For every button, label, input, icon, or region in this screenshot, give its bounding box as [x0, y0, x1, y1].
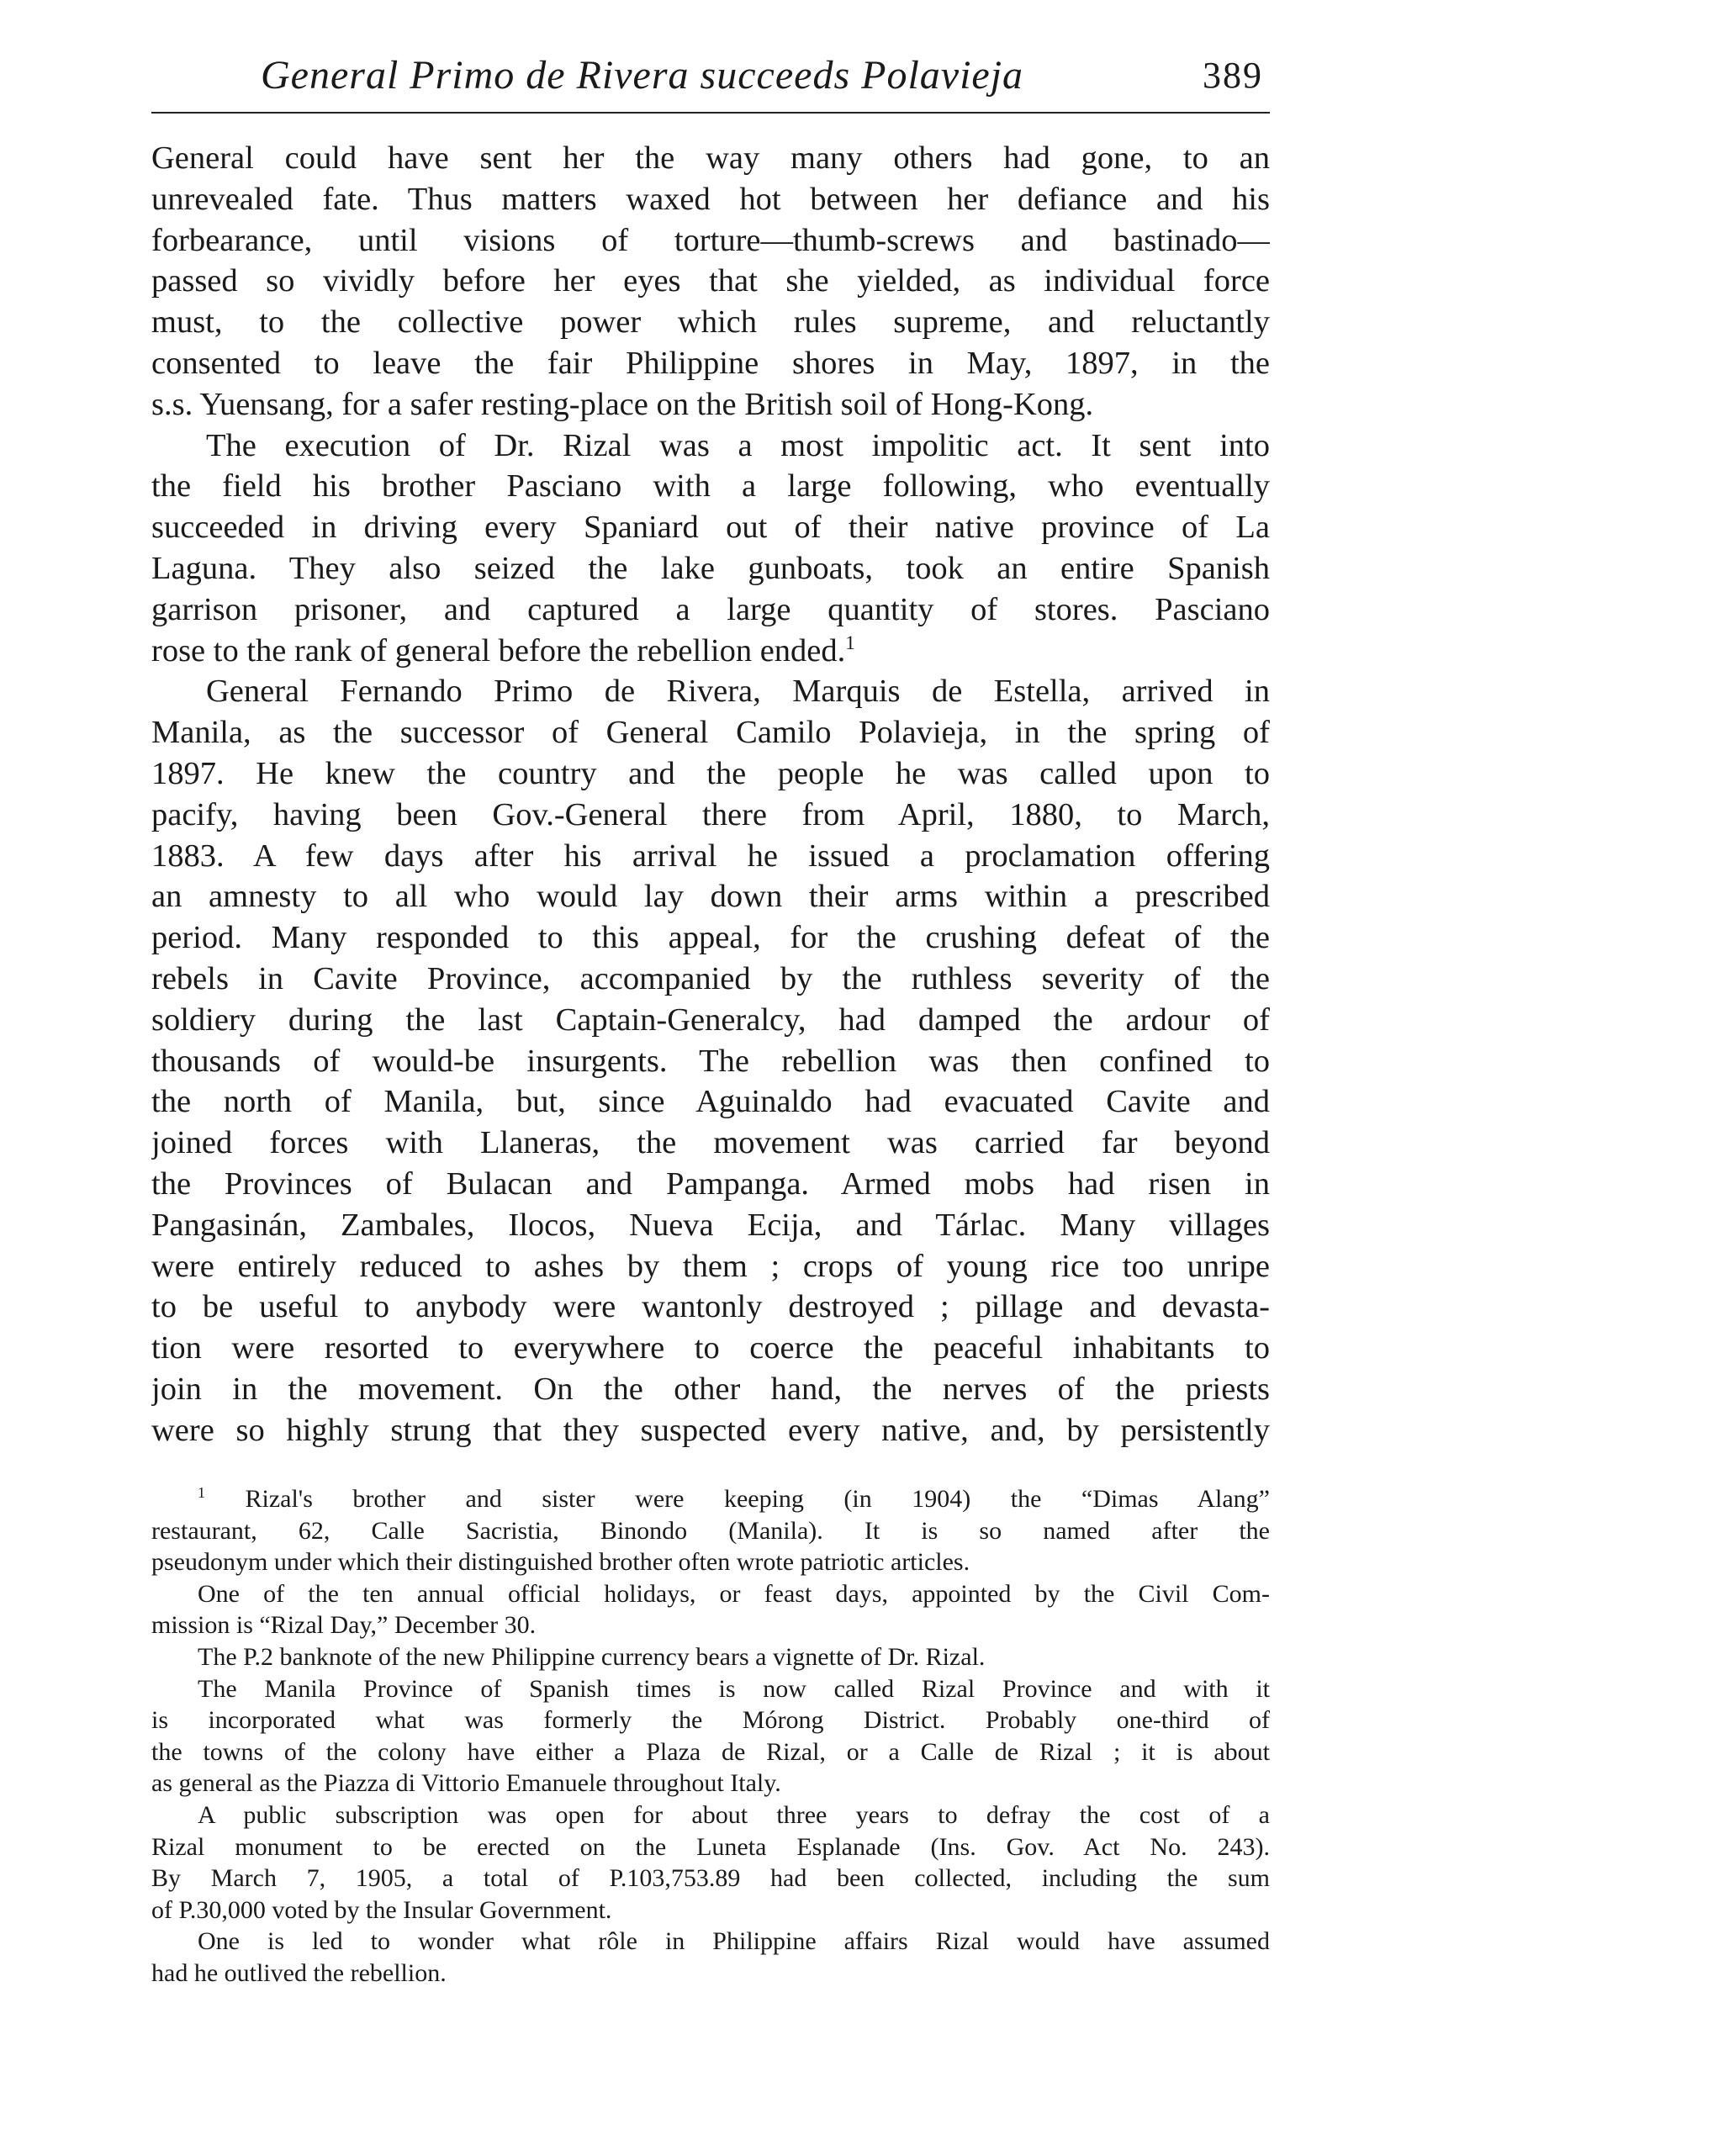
text-line: to be useful to anybody were wantonly destroyed ; pillage and devasta-	[151, 1289, 1270, 1325]
text-line: the Provinces of Bulacan and Pampanga. Armed mobs had risen in	[151, 1165, 1270, 1202]
running-title: General Primo de Rivera succeeds Polavieja	[261, 53, 1024, 98]
text-line: tion were resorted to everywhere to coerce the peaceful inhabitants to	[151, 1330, 1270, 1366]
text-line: forbearance, until visions of torture—thumb-screws and bastinado—	[151, 222, 1270, 258]
text-line: passed so vividly before her eyes that she yielded, as individual force	[151, 263, 1270, 299]
text-line: General could have sent her the way many others had gone, to an	[151, 140, 1270, 176]
footnote-line: of P.30,000 voted by the Insular Government.	[151, 1895, 612, 1924]
footnote-line: The Manila Province of Spanish times is now called Rizal Province and with it	[198, 1674, 1270, 1703]
text-line: The execution of Dr. Rizal was a most impolitic act. It sent into	[206, 427, 1270, 463]
paragraph	[151, 425, 1270, 672]
text-line: Manila, as the successor of General Camilo Polavieja, in the spring of	[151, 715, 1270, 751]
footnotes	[151, 1483, 1270, 1990]
text-line: join in the movement. On the other hand, the nerves of the priests	[151, 1371, 1270, 1407]
text-line: the field his brother Pasciano with a large following, who eventually	[151, 468, 1270, 505]
footnote-line: the towns of the colony have either a Plaza de Rizal, or a Calle de Rizal ; it is about	[151, 1737, 1270, 1766]
paragraph	[151, 138, 1270, 425]
footnote-line: The P.2 banknote of the new Philippine currency bears a vignette of Dr. Rizal.	[198, 1642, 986, 1671]
footnote-ref: 1	[845, 631, 855, 653]
footnote-line: pseudonym under which their distinguished brother often wrote patriotic articles.	[151, 1548, 970, 1577]
text-line: rose to the rank of general before the rebellion ended.	[151, 632, 846, 668]
text-line: Laguna. They also seized the lake gunboats, took an entire Spanish	[151, 550, 1270, 586]
footnote-line: By March 7, 1905, a total of P.103,753.89 had been collected, including the sum	[151, 1864, 1270, 1893]
text-line: must, to the collective power which rules supreme, and reluctantly	[151, 304, 1270, 341]
text-line: rebels in Cavite Province, accompanied by the ruthless severity of the	[151, 960, 1270, 996]
text-line: s.s. Yuensang, for a safer resting-place on the British soil of Hong-Kong.	[151, 386, 1094, 422]
text-line: an amnesty to all who would lay down their arms within a prescribed	[151, 879, 1270, 915]
text-line: period. Many responded to this appeal, for the crushing defeat of the	[151, 920, 1270, 956]
footnote-line: One is led to wonder what rôle in Philippine affairs Rizal would have assumed	[198, 1927, 1270, 1956]
text-line: were entirely reduced to ashes by them ; crops of young rice too unripe	[151, 1248, 1270, 1284]
text-line: the north of Manila, but, since Aguinaldo had evacuated Cavite and	[151, 1084, 1270, 1120]
paragraph	[151, 671, 1270, 1451]
text-line: unrevealed fate. Thus matters waxed hot between her defiance and his	[151, 181, 1270, 217]
footnote-line: had he outlived the rebellion.	[151, 1958, 447, 1987]
footnote-line: is incorporated what was formerly the Mórong District. Probably one-third of	[151, 1706, 1270, 1735]
text-line: Pangasinán, Zambales, Ilocos, Nueva Ecija, and Tárlac. Many villages	[151, 1207, 1270, 1243]
text-line: were so highly strung that they suspected every native, and, by persistently	[151, 1412, 1270, 1448]
running-head	[151, 49, 1270, 108]
footnote-line: Rizal's brother and sister were keeping (in 1904) the “Dimas Alang”	[245, 1485, 1270, 1513]
footnote-line: as general as the Piazza di Vittorio Emanuele throughout Italy.	[151, 1769, 781, 1798]
footnote-line: mission is “Rizal Day,” December 30.	[151, 1611, 537, 1640]
text-line: consented to leave the fair Philippine shores in May, 1897, in the	[151, 345, 1270, 381]
header-rule	[151, 112, 1270, 114]
footnote-line: One of the ten annual official holidays, or feast days, appointed by the Civil Com-	[198, 1579, 1270, 1608]
footnote-line: restaurant, 62, Calle Sacristia, Binondo (Manila). It is so named after the	[151, 1516, 1270, 1545]
footnote-line: Rizal monument to be erected on the Luneta Esplanade (Ins. Gov. Act No. 243).	[151, 1832, 1270, 1861]
page-number: 389	[1203, 55, 1263, 96]
text-line: joined forces with Llaneras, the movement was carried far beyond	[151, 1125, 1270, 1161]
text-line-with-footnote-ref	[151, 631, 1270, 672]
footnote-line: A public subscription was open for about three years to defray the cost of a	[198, 1800, 1270, 1829]
text-line: 1897. He knew the country and the people he was called upon to	[151, 755, 1270, 791]
text-line: succeeded in driving every Spaniard out of their native province of La	[151, 510, 1270, 546]
footnote	[151, 1483, 1270, 1990]
text-line: pacify, having been Gov.-General there from April, 1880, to March,	[151, 796, 1270, 832]
text-line: soldiery during the last Captain-Generalcy, had damped the ardour of	[151, 1001, 1270, 1038]
body-text	[151, 138, 1270, 1451]
text-line: 1883. A few days after his arrival he issued a proclamation offering	[151, 838, 1270, 874]
text-line: garrison prisoner, and captured a large quantity of stores. Pasciano	[151, 591, 1270, 627]
footnote-line-with-marker	[151, 1483, 1270, 1515]
footnote-marker: 1	[198, 1484, 205, 1501]
text-line: thousands of would-be insurgents. The rebellion was then confined to	[151, 1043, 1270, 1079]
text-line: General Fernando Primo de Rivera, Marquis de Estella, arrived in	[206, 674, 1270, 710]
